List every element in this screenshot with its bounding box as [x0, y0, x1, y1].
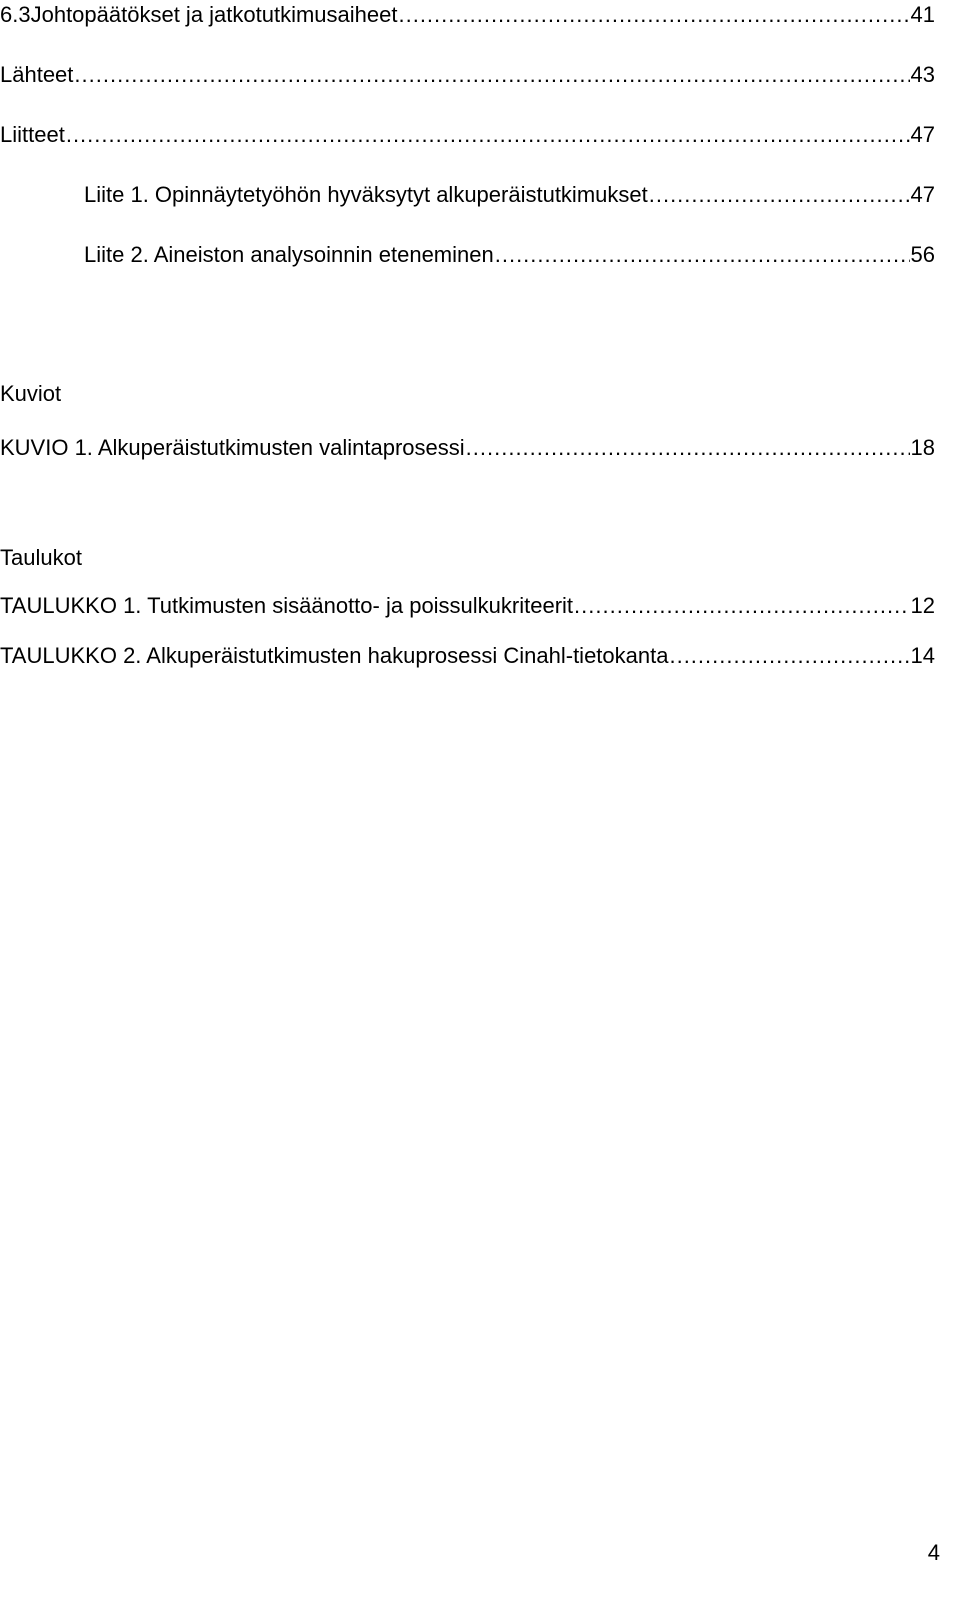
toc-entry-title: Lähteet: [0, 62, 74, 87]
dot-leader: [574, 593, 909, 619]
table-entry[interactable]: [0, 593, 935, 619]
toc-entry-page: 41: [910, 2, 935, 27]
toc-entry-title: Johtopäätökset ja jatkotutkimusaiheet: [30, 2, 398, 27]
toc-entry-page: 43: [910, 62, 935, 87]
toc-entry-title: Liite 2. Aineiston analysoinnin eteneminen: [84, 242, 494, 267]
toc-entry[interactable]: [0, 2, 935, 28]
table-entry[interactable]: [0, 643, 935, 669]
dot-leader: [495, 242, 910, 268]
table-entry-title: TAULUKKO 1. Tutkimusten sisäänotto- ja poissulkukriteerit: [0, 593, 574, 618]
tables-heading: Taulukot: [0, 545, 82, 570]
figure-entry-title: KUVIO 1. Alkuperäistutkimusten valintaprosessi: [0, 435, 465, 460]
dot-leader: [649, 182, 910, 208]
toc-entry[interactable]: [84, 242, 935, 268]
toc-entry-title: Liite 1. Opinnäytetyöhön hyväksytyt alkuperäistutkimukset: [84, 182, 648, 207]
dot-leader: [66, 122, 910, 148]
toc-entry-page: 56: [910, 242, 935, 267]
dot-leader: [669, 643, 909, 669]
toc-entry-number: 6.3: [0, 2, 31, 27]
table-entry-page: 12: [910, 593, 935, 618]
toc-entry-page: 47: [910, 122, 935, 147]
toc-entry[interactable]: [84, 182, 935, 208]
page-number: 4: [927, 1540, 940, 1565]
table-entry-page: 14: [910, 643, 935, 668]
toc-entry-page: 47: [910, 182, 935, 207]
figure-entry-page: 18: [910, 435, 935, 460]
figures-heading: Kuviot: [0, 381, 62, 406]
toc-entry-title: Liitteet: [0, 122, 65, 147]
dot-leader: [466, 435, 910, 461]
toc-entry[interactable]: [0, 62, 935, 88]
dot-leader: [398, 2, 909, 28]
dot-leader: [74, 62, 909, 88]
table-entry-title: TAULUKKO 2. Alkuperäistutkimusten hakuprosessi Cinahl-tietokanta: [0, 643, 669, 668]
toc-entry[interactable]: [0, 122, 935, 148]
figure-entry[interactable]: [0, 435, 935, 461]
